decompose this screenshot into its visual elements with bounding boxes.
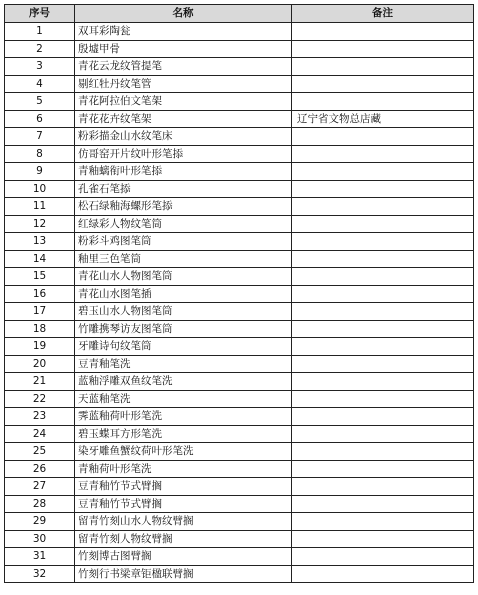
cell-number: 27	[5, 478, 75, 496]
table-row	[5, 128, 474, 146]
cell-name: 蓝釉浮雕双鱼纹笔洗	[75, 373, 292, 391]
cell-name: 留青竹刻山水人物纹臂搁	[75, 513, 292, 531]
cell-note	[292, 198, 474, 216]
cell-note	[292, 163, 474, 181]
cell-note	[292, 40, 474, 58]
cell-name: 豆青釉竹节式臂搁	[75, 478, 292, 496]
table-row	[5, 215, 474, 233]
cell-note	[292, 355, 474, 373]
cell-number: 23	[5, 408, 75, 426]
cell-name: 双耳彩陶瓮	[75, 23, 292, 41]
cell-note	[292, 75, 474, 93]
cell-number: 18	[5, 320, 75, 338]
cell-note	[292, 478, 474, 496]
cell-number: 25	[5, 443, 75, 461]
cell-note	[292, 58, 474, 76]
cell-note	[292, 408, 474, 426]
cell-name: 釉里三色笔筒	[75, 250, 292, 268]
cell-name: 松石绿釉海螺形笔掭	[75, 198, 292, 216]
table-row	[5, 478, 474, 496]
table-row	[5, 373, 474, 391]
inventory-table	[4, 4, 474, 583]
cell-name: 青花山水图笔插	[75, 285, 292, 303]
cell-number: 32	[5, 565, 75, 583]
cell-number: 12	[5, 215, 75, 233]
cell-number: 28	[5, 495, 75, 513]
table-row	[5, 40, 474, 58]
cell-name: 霁蓝釉荷叶形笔洗	[75, 408, 292, 426]
cell-note	[292, 145, 474, 163]
cell-name: 粉彩描金山水纹笔床	[75, 128, 292, 146]
cell-number: 2	[5, 40, 75, 58]
table-row	[5, 58, 474, 76]
cell-number: 10	[5, 180, 75, 198]
cell-name: 青花阿拉伯文笔架	[75, 93, 292, 111]
table-row	[5, 285, 474, 303]
cell-note	[292, 495, 474, 513]
cell-note	[292, 338, 474, 356]
cell-number: 4	[5, 75, 75, 93]
cell-number: 20	[5, 355, 75, 373]
cell-note	[292, 268, 474, 286]
table-row	[5, 425, 474, 443]
table-row	[5, 180, 474, 198]
cell-note	[292, 285, 474, 303]
table-row	[5, 390, 474, 408]
table-row	[5, 145, 474, 163]
cell-number: 31	[5, 548, 75, 566]
table-row	[5, 198, 474, 216]
cell-note	[292, 303, 474, 321]
cell-note	[292, 250, 474, 268]
cell-name: 竹刻行书梁章钜楹联臂搁	[75, 565, 292, 583]
cell-name: 孔雀石笔掭	[75, 180, 292, 198]
cell-name: 剔红牡丹纹笔管	[75, 75, 292, 93]
cell-note	[292, 443, 474, 461]
table-row	[5, 75, 474, 93]
cell-number: 29	[5, 513, 75, 531]
cell-number: 30	[5, 530, 75, 548]
cell-note	[292, 128, 474, 146]
table-row	[5, 320, 474, 338]
cell-name: 青釉螭衔叶形笔掭	[75, 163, 292, 181]
cell-note	[292, 548, 474, 566]
cell-number: 19	[5, 338, 75, 356]
table-row	[5, 443, 474, 461]
table-row	[5, 513, 474, 531]
cell-note	[292, 425, 474, 443]
cell-number: 7	[5, 128, 75, 146]
cell-number: 14	[5, 250, 75, 268]
cell-name: 红绿彩人物纹笔筒	[75, 215, 292, 233]
cell-note	[292, 233, 474, 251]
cell-name: 青花花卉纹笔架	[75, 110, 292, 128]
table-row	[5, 303, 474, 321]
cell-name: 碧玉山水人物图笔筒	[75, 303, 292, 321]
cell-number: 9	[5, 163, 75, 181]
cell-note	[292, 180, 474, 198]
inventory-table-container	[4, 4, 473, 583]
cell-number: 16	[5, 285, 75, 303]
cell-note	[292, 23, 474, 41]
cell-name: 殷墟甲骨	[75, 40, 292, 58]
table-row	[5, 338, 474, 356]
table-header	[5, 5, 474, 23]
cell-name: 豆青釉笔洗	[75, 355, 292, 373]
header-cell-name: 名称	[75, 5, 292, 23]
cell-number: 13	[5, 233, 75, 251]
cell-name: 竹雕携琴访友图笔筒	[75, 320, 292, 338]
cell-name: 牙雕诗句纹笔筒	[75, 338, 292, 356]
table-row	[5, 530, 474, 548]
cell-name: 青釉荷叶形笔洗	[75, 460, 292, 478]
cell-number: 11	[5, 198, 75, 216]
cell-number: 17	[5, 303, 75, 321]
cell-number: 3	[5, 58, 75, 76]
cell-number: 15	[5, 268, 75, 286]
cell-number: 5	[5, 93, 75, 111]
cell-number: 21	[5, 373, 75, 391]
cell-number: 24	[5, 425, 75, 443]
cell-name: 竹刻博古图臂搁	[75, 548, 292, 566]
table-row	[5, 268, 474, 286]
table-row	[5, 163, 474, 181]
cell-number: 6	[5, 110, 75, 128]
cell-note	[292, 320, 474, 338]
table-row	[5, 460, 474, 478]
cell-number: 22	[5, 390, 75, 408]
table-row	[5, 250, 474, 268]
cell-note	[292, 373, 474, 391]
cell-name: 染牙雕鱼蟹纹荷叶形笔洗	[75, 443, 292, 461]
table-row	[5, 495, 474, 513]
cell-name: 粉彩斗鸡图笔筒	[75, 233, 292, 251]
cell-name: 碧玉蝶耳方形笔洗	[75, 425, 292, 443]
cell-note	[292, 460, 474, 478]
table-row	[5, 233, 474, 251]
cell-name: 仿哥窑开片纹叶形笔掭	[75, 145, 292, 163]
cell-note	[292, 530, 474, 548]
header-cell-number: 序号	[5, 5, 75, 23]
cell-name: 豆青釉竹节式臂搁	[75, 495, 292, 513]
cell-note	[292, 565, 474, 583]
cell-name: 天蓝釉笔洗	[75, 390, 292, 408]
cell-number: 1	[5, 23, 75, 41]
table-row	[5, 23, 474, 41]
table-row	[5, 565, 474, 583]
table-row	[5, 548, 474, 566]
cell-name: 青花山水人物图笔筒	[75, 268, 292, 286]
cell-note: 辽宁省文物总店藏	[292, 110, 474, 128]
table-row	[5, 110, 474, 128]
table-row	[5, 93, 474, 111]
cell-name: 留青竹刻人物纹臂搁	[75, 530, 292, 548]
header-cell-note: 备注	[292, 5, 474, 23]
cell-number: 8	[5, 145, 75, 163]
table-row	[5, 408, 474, 426]
cell-note	[292, 215, 474, 233]
cell-note	[292, 390, 474, 408]
cell-note	[292, 93, 474, 111]
cell-number: 26	[5, 460, 75, 478]
header-row	[5, 5, 474, 23]
cell-name: 青花云龙纹管提笔	[75, 58, 292, 76]
table-row	[5, 355, 474, 373]
cell-note	[292, 513, 474, 531]
table-body	[5, 23, 474, 583]
